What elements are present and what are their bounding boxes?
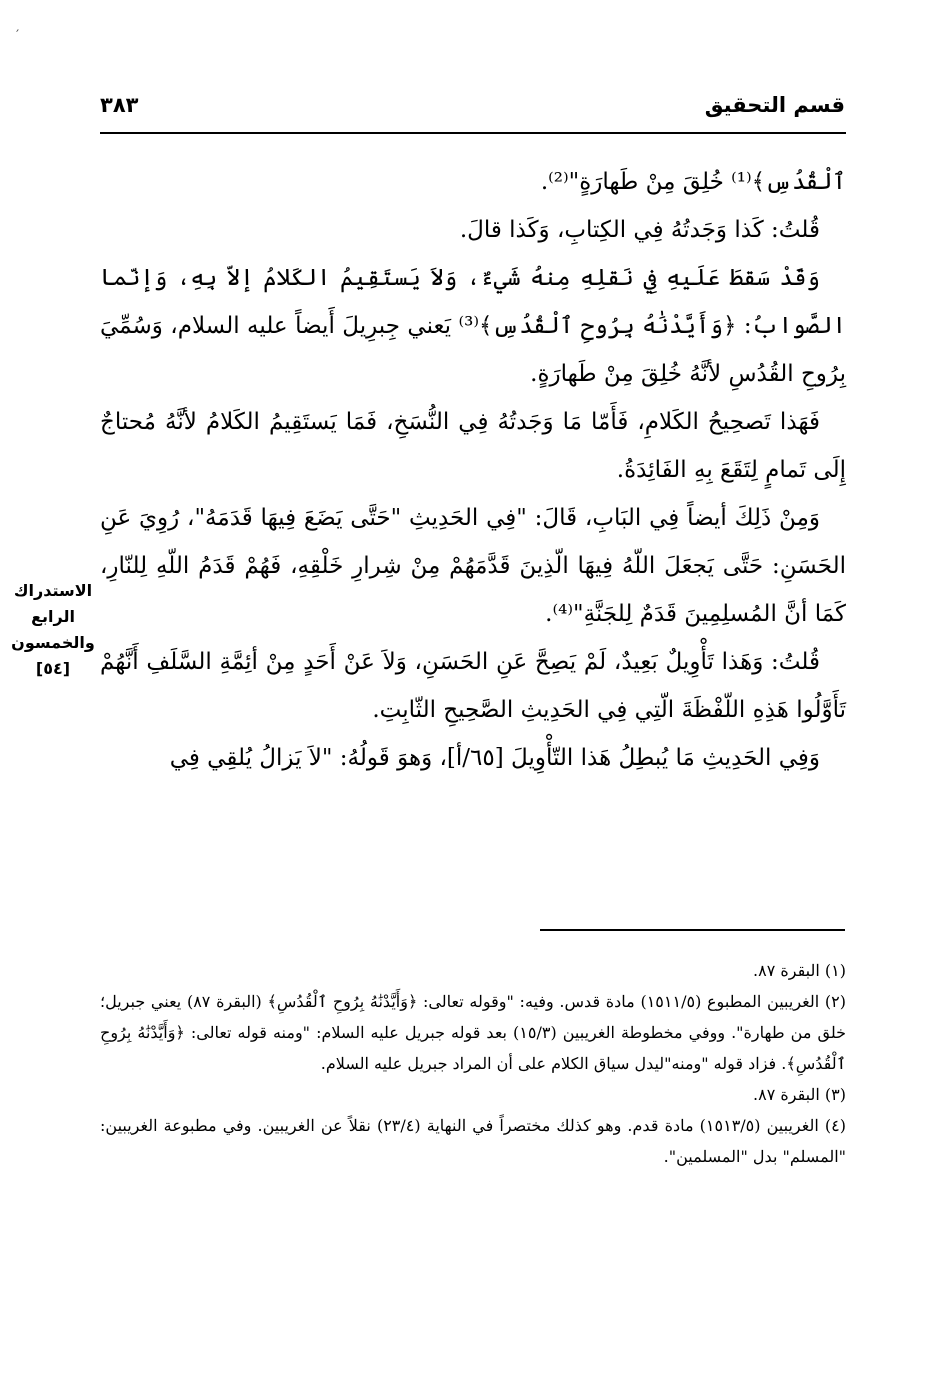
margin-note-line: الرابع: [31, 607, 75, 626]
page-header: [100, 93, 845, 131]
paragraph: وَمِنْ ذَلِكَ أيضاً فِي البَابِ، قَالَ: "فِي الحَدِيثِ "حَتَّى يَضَعَ فِيهَا قَدَمَهُ"، رُوِيَ عَنِ الحَسَنِ: حَتَّى يَجعَلَ اللّهُ فِيهَا الّذِينَ قَدَّمَهُمْ مِنْ شِرارِ خَلْقِهِ، فَهُمْ قَدَمُ اللّهِ لِلنّارِ، كَمَا أنَّ المُسلِمِينَ قَدَمٌ لِلجَنَّةِ"⁽⁴⁾.: [100, 505, 846, 627]
paragraph: وَفِي الحَدِيثِ مَا يُبطِلُ هَذا التّأْوِيلَ [٦٥/أ]، وَهوَ قَولُهُ: "لاَ يَزالُ يُلقِي فِي: [169, 745, 820, 771]
margin-note-line: والخمسون: [11, 633, 95, 652]
footnote: (١) البقرة ٨٧.: [753, 961, 846, 980]
header-rule: [100, 132, 846, 134]
page-number: ٣٨٣: [100, 93, 139, 117]
margin-note-number: [٥٤]: [35, 659, 71, 678]
scan-mark: ′: [16, 28, 20, 44]
footnote: (٤) الغريبين (١٥١٣/٥) مادة قدم. وهو كذلك مختصراً في النهاية (٢٣/٤) نقلاً عن الغريبين. وفي مطبوعة الغريبين: "المسلم" بدل "المسلمين".: [100, 1116, 846, 1166]
paragraph: قُلتُ: وَهَذا تَأْوِيلٌ بَعِيدٌ، لَمْ يَصِحَّ عَنِ الحَسَنِ، وَلاَ عَنْ أَحَدٍ مِنْ أئِمَّةِ السَّلَفِ أَنَّهُمْ تَأَوَّلُوا هَذِهِ اللّفْظَةَ الّتِي فِي الحَدِيثِ الصَّحِيحِ الثّابِتِ.: [100, 649, 846, 723]
footnote: (٣) البقرة ٨٧.: [753, 1085, 846, 1104]
paragraph: قُلتُ: كَذا وَجَدتُهُ فِي الكِتابِ، وَكَذا قالَ.: [459, 217, 820, 243]
margin-note-line: الاستدراك: [13, 581, 93, 600]
paragraph: وَقَدْ سَقطَ عَلَيهِ فِي نَقلِهِ مِنهُ شَيءٌ، وَلاَ يَستَقِيمُ الكَلامُ إلاّ بِهِ، وَإنّما الصَّوابُ: ﴿وَأَيَّدْنَٰهُ بِرُوحِ ٱلْقُدُسِ﴾⁽³⁾ يَعني جِبرِيلَ أَيضاً عليه السلام، وَسُمِّيَ بِرُوحِ القُدُسِ لأنَّهُ خُلِقَ مِنْ طَهارَةٍ.: [100, 265, 846, 387]
paragraph: فَهَذا تَصحِيحُ الكَلامِ، فَأَمّا مَا وَجَدتُهُ فِي النُّسَخِ، فَمَا يَستَقِيمُ الكَلامُ لأنَّهُ مُحتاجٌ إِلَى تَمامٍ لِتَقَعَ بِهِ الفَائِدَةُ.: [100, 409, 846, 483]
margin-note: [8, 578, 98, 682]
main-text: [100, 158, 846, 782]
paragraph: ٱلْقُدُسِ﴾⁽¹⁾ خُلِقَ مِنْ طَهارَةٍ"⁽²⁾.: [540, 169, 846, 195]
footnotes: [100, 955, 846, 1172]
footnote-separator: [540, 929, 845, 931]
footnote: (٢) الغريبين المطبوع (١٥١١/٥) مادة قدس. وفيه: "وقوله تعالى: ﴿وَأَيَّدْنَٰهُ بِرُوحِ ٱلْقُدُسِ﴾ (البقرة ٨٧) يعني جبريل؛ خلق من طهارة". ووفي مخطوطة الغريبين (١٥/٣) بعد قوله جبريل عليه السلام: "ومنه قوله تعالى: ﴿وَأَيَّدْنَٰهُ بِرُوحِ ٱلْقُدُسِ﴾. فزاد قوله "ومنه"ليدل سياق الكلام على أن المراد جبريل عليه السلام.: [100, 992, 847, 1073]
section-title: قسم التحقيق: [704, 93, 845, 117]
